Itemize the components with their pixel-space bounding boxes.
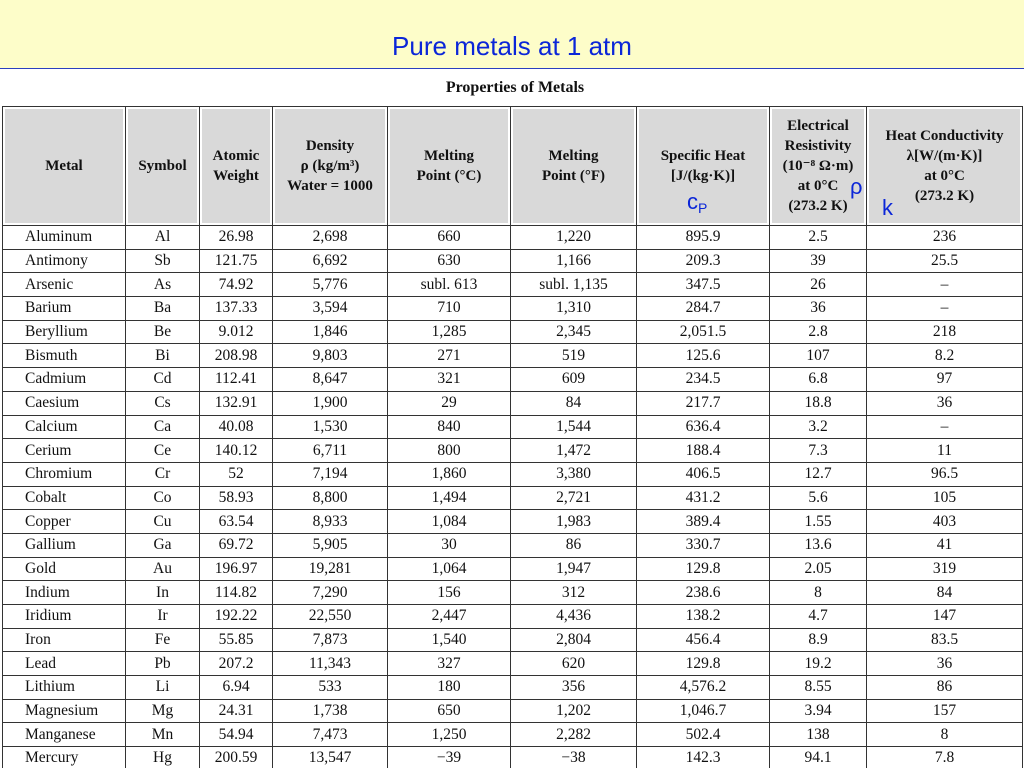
density-cell: 22,550 (273, 605, 388, 629)
melting-point-f-cell: 1,310 (511, 297, 637, 321)
header-line: Point (°F) (541, 168, 606, 184)
heat-conductivity-cell: 36 (867, 391, 1023, 415)
melting-point-c-cell: 2,447 (388, 605, 511, 629)
table-row (3, 533, 1023, 557)
electrical-resistivity-cell: 138 (770, 723, 867, 747)
melting-point-c-cell: −39 (388, 747, 511, 768)
metal-symbol-cell: Ca (126, 415, 200, 439)
electrical-resistivity-cell: 4.7 (770, 605, 867, 629)
atomic-weight-cell: 196.97 (200, 557, 273, 581)
metal-name-cell: Iron (3, 628, 126, 652)
metal-symbol-cell: Ir (126, 605, 200, 629)
metal-name-cell: Antimony (3, 249, 126, 273)
table-row (3, 249, 1023, 273)
atomic-weight-cell: 192.22 (200, 605, 273, 629)
heat-conductivity-cell: 36 (867, 652, 1023, 676)
melting-point-c-cell: 660 (388, 226, 511, 250)
heat-conductivity-cell: 7.8 (867, 747, 1023, 768)
resistivity-symbol: ρ (850, 174, 863, 199)
metal-name-cell: Lithium (3, 676, 126, 700)
header-line: at 0°C (797, 178, 839, 194)
melting-point-f-cell: subl. 1,135 (511, 273, 637, 297)
melting-point-c-cell: 710 (388, 297, 511, 321)
density-cell: 2,698 (273, 226, 388, 250)
density-cell: 11,343 (273, 652, 388, 676)
table-body (3, 226, 1023, 768)
specific-heat-cell: 234.5 (637, 368, 770, 392)
density-cell: 8,800 (273, 486, 388, 510)
metal-symbol-cell: Au (126, 557, 200, 581)
table-row (3, 297, 1023, 321)
header-melting-point-f (511, 107, 637, 226)
heat-conductivity-cell: 236 (867, 226, 1023, 250)
metal-name-cell: Chromium (3, 462, 126, 486)
header-line: [J/(kg·K)] (670, 168, 736, 184)
metal-name-cell: Cobalt (3, 486, 126, 510)
electrical-resistivity-cell: 3.94 (770, 699, 867, 723)
metal-name-cell: Manganese (3, 723, 126, 747)
table-row (3, 344, 1023, 368)
density-cell: 5,776 (273, 273, 388, 297)
metal-name-cell: Gold (3, 557, 126, 581)
electrical-resistivity-cell: 18.8 (770, 391, 867, 415)
header-line: Water = 1000 (287, 178, 373, 194)
heat-conductivity-cell: – (867, 273, 1023, 297)
melting-point-c-cell: 1,064 (388, 557, 511, 581)
melting-point-c-cell: 1,540 (388, 628, 511, 652)
atomic-weight-cell: 6.94 (200, 676, 273, 700)
metal-symbol-cell: Bi (126, 344, 200, 368)
density-cell: 7,873 (273, 628, 388, 652)
melting-point-c-cell: 1,860 (388, 462, 511, 486)
specific-heat-cell: 431.2 (637, 486, 770, 510)
slide-title: Pure metals at 1 atm (392, 31, 632, 61)
heat-conductivity-cell: 97 (867, 368, 1023, 392)
melting-point-f-cell: 1,983 (511, 510, 637, 534)
metal-symbol-cell: Mg (126, 699, 200, 723)
heat-conductivity-cell: 319 (867, 557, 1023, 581)
melting-point-f-cell: 2,804 (511, 628, 637, 652)
metal-name-cell: Beryllium (3, 320, 126, 344)
electrical-resistivity-cell: 107 (770, 344, 867, 368)
electrical-resistivity-cell: 2.8 (770, 320, 867, 344)
heat-conductivity-cell: 403 (867, 510, 1023, 534)
density-cell: 1,846 (273, 320, 388, 344)
electrical-resistivity-cell: 3.2 (770, 415, 867, 439)
metal-symbol-cell: Ga (126, 533, 200, 557)
table-row (3, 368, 1023, 392)
specific-heat-cell: 347.5 (637, 273, 770, 297)
metal-symbol-cell: Cd (126, 368, 200, 392)
metals-table (2, 106, 1023, 768)
melting-point-c-cell: 650 (388, 699, 511, 723)
heat-conductivity-cell: 157 (867, 699, 1023, 723)
header-line: Point (°C) (416, 168, 482, 184)
atomic-weight-cell: 52 (200, 462, 273, 486)
melting-point-f-cell: 609 (511, 368, 637, 392)
density-cell: 13,547 (273, 747, 388, 768)
header-line: Symbol (138, 158, 187, 174)
atomic-weight-cell: 200.59 (200, 747, 273, 768)
table-row (3, 676, 1023, 700)
table-row (3, 605, 1023, 629)
atomic-weight-cell: 114.82 (200, 581, 273, 605)
metal-name-cell: Iridium (3, 605, 126, 629)
electrical-resistivity-cell: 12.7 (770, 462, 867, 486)
header-line: (273.2 K) (788, 198, 848, 214)
metal-name-cell: Cadmium (3, 368, 126, 392)
metal-symbol-cell: Co (126, 486, 200, 510)
heat-conductivity-cell: 41 (867, 533, 1023, 557)
melting-point-f-cell: 1,947 (511, 557, 637, 581)
melting-point-c-cell: 1,285 (388, 320, 511, 344)
melting-point-c-cell: subl. 613 (388, 273, 511, 297)
specific-heat-cell: 389.4 (637, 510, 770, 534)
melting-point-f-cell: 84 (511, 391, 637, 415)
melting-point-f-cell: 2,721 (511, 486, 637, 510)
table-row (3, 557, 1023, 581)
atomic-weight-cell: 40.08 (200, 415, 273, 439)
table-row (3, 699, 1023, 723)
table-row (3, 273, 1023, 297)
density-cell: 7,290 (273, 581, 388, 605)
melting-point-f-cell: 1,220 (511, 226, 637, 250)
electrical-resistivity-cell: 36 (770, 297, 867, 321)
specific-heat-cell: 284.7 (637, 297, 770, 321)
density-cell: 6,692 (273, 249, 388, 273)
header-line: Specific Heat (660, 148, 746, 164)
header-atomic-weight (200, 107, 273, 226)
heat-conductivity-cell: 96.5 (867, 462, 1023, 486)
table-caption: Properties of Metals (445, 79, 585, 96)
density-cell: 8,933 (273, 510, 388, 534)
table-row (3, 226, 1023, 250)
heat-conductivity-cell: 83.5 (867, 628, 1023, 652)
atomic-weight-cell: 54.94 (200, 723, 273, 747)
specific-heat-cell: 2,051.5 (637, 320, 770, 344)
header-line: (10⁻⁸ Ω·m) (782, 158, 854, 174)
metal-name-cell: Cerium (3, 439, 126, 463)
electrical-resistivity-cell: 19.2 (770, 652, 867, 676)
specific-heat-cell: 142.3 (637, 747, 770, 768)
header-line: at 0°C (924, 168, 965, 184)
header-line: Atomic (212, 148, 260, 164)
atomic-weight-cell: 208.98 (200, 344, 273, 368)
specific-heat-cell: 406.5 (637, 462, 770, 486)
electrical-resistivity-cell: 5.6 (770, 486, 867, 510)
atomic-weight-cell: 112.41 (200, 368, 273, 392)
electrical-resistivity-cell: 8 (770, 581, 867, 605)
density-cell: 1,530 (273, 415, 388, 439)
heat-conductivity-cell: 8 (867, 723, 1023, 747)
metal-symbol-cell: In (126, 581, 200, 605)
melting-point-f-cell: 1,166 (511, 249, 637, 273)
metal-name-cell: Gallium (3, 533, 126, 557)
heat-conductivity-cell: 147 (867, 605, 1023, 629)
melting-point-c-cell: 1,494 (388, 486, 511, 510)
conductivity-symbol: k (882, 195, 893, 220)
table-row (3, 320, 1023, 344)
melting-point-f-cell: 312 (511, 581, 637, 605)
melting-point-f-cell: 4,436 (511, 605, 637, 629)
header-melting-point-c (388, 107, 511, 226)
heat-conductivity-cell: – (867, 297, 1023, 321)
density-cell: 7,194 (273, 462, 388, 486)
specific-heat-cell: 125.6 (637, 344, 770, 368)
electrical-resistivity-cell: 1.55 (770, 510, 867, 534)
header-line: Melting (548, 148, 599, 164)
electrical-resistivity-cell: 8.55 (770, 676, 867, 700)
electrical-resistivity-cell: 8.9 (770, 628, 867, 652)
density-cell: 533 (273, 676, 388, 700)
atomic-weight-cell: 9.012 (200, 320, 273, 344)
density-cell: 7,473 (273, 723, 388, 747)
specific-heat-cell: 209.3 (637, 249, 770, 273)
density-cell: 3,594 (273, 297, 388, 321)
specific-heat-cell: 502.4 (637, 723, 770, 747)
heat-conductivity-cell: 8.2 (867, 344, 1023, 368)
heat-conductivity-cell: 11 (867, 439, 1023, 463)
header-line: λ[W/(m·K)] (906, 148, 983, 164)
melting-point-f-cell: 356 (511, 676, 637, 700)
melting-point-c-cell: 327 (388, 652, 511, 676)
atomic-weight-cell: 55.85 (200, 628, 273, 652)
metal-name-cell: Bismuth (3, 344, 126, 368)
specific-heat-cell: 895.9 (637, 226, 770, 250)
specific-heat-cell: 238.6 (637, 581, 770, 605)
header-line: ρ (kg/m³) (300, 158, 360, 174)
atomic-weight-cell: 132.91 (200, 391, 273, 415)
table-row (3, 439, 1023, 463)
metal-name-cell: Lead (3, 652, 126, 676)
atomic-weight-cell: 58.93 (200, 486, 273, 510)
melting-point-f-cell: 1,202 (511, 699, 637, 723)
header-metal (3, 107, 126, 226)
specific-heat-cell: 217.7 (637, 391, 770, 415)
header-line: (273.2 K) (914, 188, 975, 204)
metal-symbol-cell: Pb (126, 652, 200, 676)
header-electrical-resistivity (770, 107, 867, 226)
density-cell: 1,900 (273, 391, 388, 415)
atomic-weight-cell: 207.2 (200, 652, 273, 676)
atomic-weight-cell: 24.31 (200, 699, 273, 723)
metal-name-cell: Aluminum (3, 226, 126, 250)
atomic-weight-cell: 140.12 (200, 439, 273, 463)
metal-symbol-cell: Ce (126, 439, 200, 463)
header-symbol (126, 107, 200, 226)
heat-conductivity-cell: 86 (867, 676, 1023, 700)
specific-heat-cell: 129.8 (637, 557, 770, 581)
table-row (3, 462, 1023, 486)
density-cell: 5,905 (273, 533, 388, 557)
table-header-row (3, 107, 1023, 226)
header-line: Metal (45, 158, 83, 174)
atomic-weight-cell: 69.72 (200, 533, 273, 557)
metal-name-cell: Arsenic (3, 273, 126, 297)
melting-point-f-cell: 519 (511, 344, 637, 368)
melting-point-f-cell: 1,544 (511, 415, 637, 439)
header-line: Electrical (787, 118, 849, 134)
electrical-resistivity-cell: 39 (770, 249, 867, 273)
table-row (3, 391, 1023, 415)
density-cell: 19,281 (273, 557, 388, 581)
metal-name-cell: Indium (3, 581, 126, 605)
metal-symbol-cell: Hg (126, 747, 200, 768)
electrical-resistivity-cell: 6.8 (770, 368, 867, 392)
table-row (3, 510, 1023, 534)
header-density (273, 107, 388, 226)
header-line: Heat Conductivity (885, 128, 1004, 144)
melting-point-c-cell: 271 (388, 344, 511, 368)
melting-point-f-cell: 1,472 (511, 439, 637, 463)
heat-conductivity-cell: – (867, 415, 1023, 439)
specific-heat-cell: 330.7 (637, 533, 770, 557)
melting-point-f-cell: 3,380 (511, 462, 637, 486)
metal-name-cell: Caesium (3, 391, 126, 415)
atomic-weight-cell: 121.75 (200, 249, 273, 273)
melting-point-f-cell: 2,282 (511, 723, 637, 747)
melting-point-f-cell: 86 (511, 533, 637, 557)
melting-point-c-cell: 840 (388, 415, 511, 439)
density-cell: 1,738 (273, 699, 388, 723)
electrical-resistivity-cell: 7.3 (770, 439, 867, 463)
table-row (3, 723, 1023, 747)
specific-heat-cell: 138.2 (637, 605, 770, 629)
metal-symbol-cell: Fe (126, 628, 200, 652)
atomic-weight-cell: 63.54 (200, 510, 273, 534)
table-row (3, 628, 1023, 652)
header-line: Resistivity (784, 138, 852, 154)
specific-heat-cell: 4,576.2 (637, 676, 770, 700)
metal-symbol-cell: Mn (126, 723, 200, 747)
metal-symbol-cell: Sb (126, 249, 200, 273)
melting-point-f-cell: 2,345 (511, 320, 637, 344)
specific-heat-cell: 456.4 (637, 628, 770, 652)
header-line: Density (305, 138, 355, 154)
melting-point-c-cell: 180 (388, 676, 511, 700)
header-line: Weight (213, 168, 259, 184)
table-row (3, 747, 1023, 768)
electrical-resistivity-cell: 13.6 (770, 533, 867, 557)
melting-point-c-cell: 1,250 (388, 723, 511, 747)
metal-name-cell: Mercury (3, 747, 126, 768)
specific-heat-cell: 188.4 (637, 439, 770, 463)
electrical-resistivity-cell: 26 (770, 273, 867, 297)
atomic-weight-cell: 137.33 (200, 297, 273, 321)
electrical-resistivity-cell: 2.05 (770, 557, 867, 581)
melting-point-f-cell: −38 (511, 747, 637, 768)
specific-heat-cell: 1,046.7 (637, 699, 770, 723)
melting-point-c-cell: 800 (388, 439, 511, 463)
specific-heat-symbol: $c_P$ (687, 189, 708, 216)
metal-symbol-cell: Cr (126, 462, 200, 486)
metal-symbol-cell: Be (126, 320, 200, 344)
melting-point-c-cell: 156 (388, 581, 511, 605)
heat-conductivity-cell: 84 (867, 581, 1023, 605)
electrical-resistivity-cell: 94.1 (770, 747, 867, 768)
heat-conductivity-cell: 218 (867, 320, 1023, 344)
metal-name-cell: Barium (3, 297, 126, 321)
atomic-weight-cell: 26.98 (200, 226, 273, 250)
melting-point-c-cell: 30 (388, 533, 511, 557)
metal-name-cell: Magnesium (3, 699, 126, 723)
table-container (2, 106, 1024, 768)
atomic-weight-cell: 74.92 (200, 273, 273, 297)
heat-conductivity-cell: 105 (867, 486, 1023, 510)
table-row (3, 652, 1023, 676)
density-cell: 8,647 (273, 368, 388, 392)
density-cell: 6,711 (273, 439, 388, 463)
table-row (3, 486, 1023, 510)
metal-symbol-cell: Ba (126, 297, 200, 321)
melting-point-c-cell: 1,084 (388, 510, 511, 534)
metal-symbol-cell: Cs (126, 391, 200, 415)
metal-name-cell: Copper (3, 510, 126, 534)
header-line: Melting (424, 148, 474, 164)
metal-name-cell: Calcium (3, 415, 126, 439)
melting-point-c-cell: 630 (388, 249, 511, 273)
melting-point-c-cell: 29 (388, 391, 511, 415)
melting-point-c-cell: 321 (388, 368, 511, 392)
electrical-resistivity-cell: 2.5 (770, 226, 867, 250)
melting-point-f-cell: 620 (511, 652, 637, 676)
metal-symbol-cell: Li (126, 676, 200, 700)
specific-heat-cell: 636.4 (637, 415, 770, 439)
specific-heat-cell: 129.8 (637, 652, 770, 676)
density-cell: 9,803 (273, 344, 388, 368)
heat-conductivity-cell: 25.5 (867, 249, 1023, 273)
table-row (3, 581, 1023, 605)
metal-symbol-cell: Cu (126, 510, 200, 534)
table-row (3, 415, 1023, 439)
metal-symbol-cell: As (126, 273, 200, 297)
metal-symbol-cell: Al (126, 226, 200, 250)
